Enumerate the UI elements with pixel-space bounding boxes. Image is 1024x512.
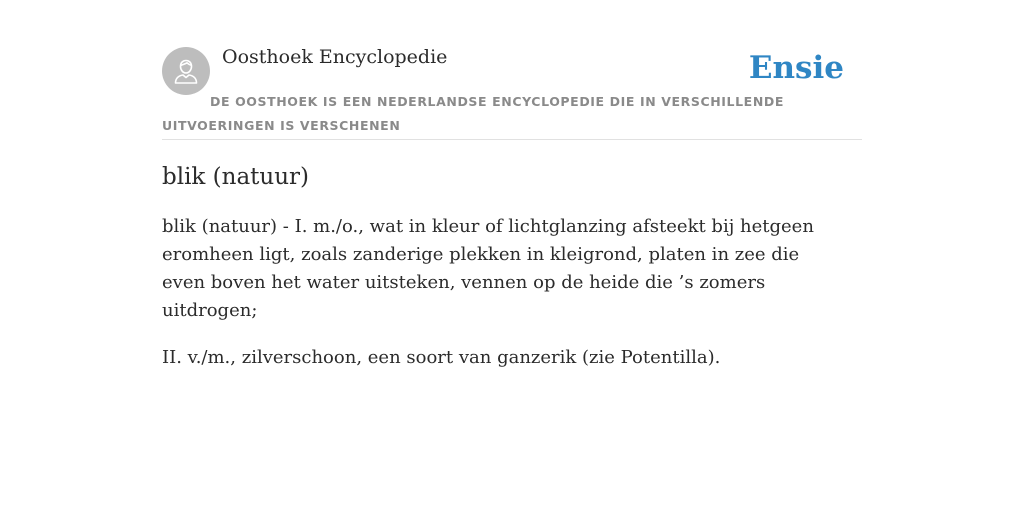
header bbox=[162, 40, 862, 140]
site-subtitle: DE OOSTHOEK IS EEN NEDERLANDSE ENCYCLOPEDIE DIE IN VERSCHILLENDE UITVOERINGEN IS VERSCHENEN bbox=[162, 94, 784, 133]
article-title: blik (natuur) bbox=[162, 164, 310, 190]
avatar[interactable] bbox=[162, 47, 210, 95]
article-paragraph: II. v./m., zilverschoon, een soort van ganzerik (zie Potentilla). bbox=[162, 347, 721, 368]
site-name[interactable]: Oosthoek Encyclopedie bbox=[222, 46, 448, 68]
page-container bbox=[162, 40, 862, 372]
article-paragraph: blik (natuur) - I. m./o., wat in kleur of lichtglanzing afsteekt bij hetgeen eromheen ligt, zoals zanderige plekken in kleigrond, platen in zee die even boven het water uitsteken, vennen op de heide die ’s zomers uitdrogen; bbox=[162, 216, 814, 321]
divider bbox=[162, 139, 862, 140]
brand-logo[interactable]: Ensie bbox=[748, 50, 844, 86]
user-icon bbox=[171, 56, 201, 86]
